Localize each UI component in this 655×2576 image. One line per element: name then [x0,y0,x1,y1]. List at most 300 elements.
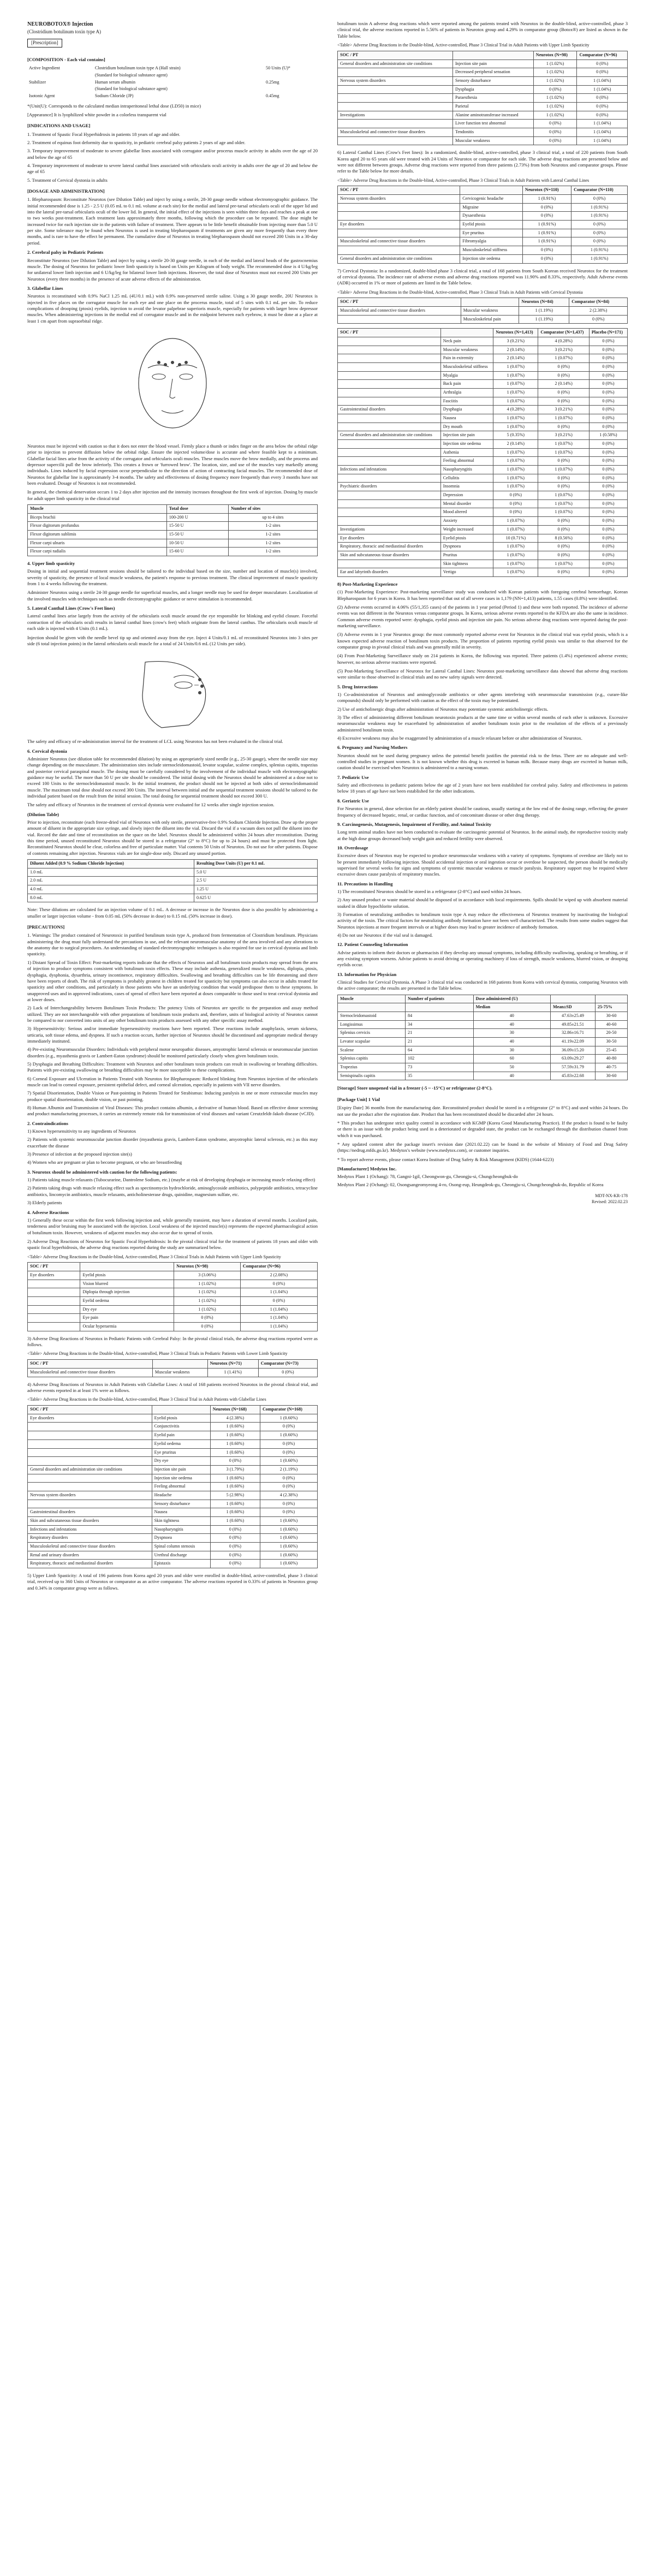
table-row [338,389,628,397]
patient-info-heading: 12. Patient Counseling Information [337,942,408,948]
table-cell: 0 (0%) [538,568,590,577]
table-row [338,560,628,568]
table-cell: 30-60 [595,1072,627,1080]
table-cell: 0 (0%) [260,1500,317,1508]
table-cell: 1 (0.07%) [538,466,590,474]
table-cell: 1 (1.04%) [240,1323,317,1331]
table-row [338,1038,628,1046]
table1-caption: <Table> Adverse Drug Reactions in the Double-blind, Active-controlled, Phase 3 Clinical Trials in Adult Patients with Upper Limb Spasticity [27,1254,281,1259]
table-cell: 1 (0.60%) [260,1414,317,1423]
table-row [28,1534,318,1543]
table6-caption: <Table> Adverse Drug Reactions in the Double-blind, Active-controlled, Phase 3 Clinical Trials in Adult Patients with Cervical Dystonia [337,289,583,295]
table-cell: Musculoskeletal and connective tissue disorders [28,1368,153,1377]
table-row [28,1414,318,1423]
table-row [28,1500,318,1508]
table-cell: 0 (0%) [260,1508,317,1517]
table-cell: Myalgia [440,371,493,380]
list-item: 1. Warnings: The product contained of Neurotoxic in purified botulinum toxin type A, produced from fermentation of Clostridium botulinum. Physicians administering the drug must fully understand the precautions in use, and the relevant neuromuscular anatomy of the area involved and any alterations to the anatomy due to surgical procedures. An understanding of standard electromyographic techniques is also required for use in cervical dystonia and limb spasticity. [27,932,318,957]
table-cell: 3 (0.21%) [538,406,590,414]
table-cell: 0 (0%) [571,237,628,246]
table-header-cell: 25-75% [595,1003,627,1012]
list-item: 2) Lack of Interchangeability between Botulinum Toxin Products: The potency Units of Neurotox are specific to the preparation and assay method utilized. They are not interchangeable with other preparations of botulinum toxin products and, therefore, units of biological activity of Neurotox cannot be compared to nor converted into units of any other botulinum toxin products assessed with any other specific assay method. [27,1005,318,1023]
table-cell: General disorders and administration site conditions [28,1465,152,1474]
table-row [338,483,628,491]
table-header-cell: Neurotox (N=71) [207,1360,258,1369]
table-cell: Musculoskeletal and connective tissue disorders [28,1542,152,1551]
table-cell: 1 (1.02%) [533,111,577,120]
table-row [338,102,628,111]
table-cell: 40-60 [595,1020,627,1029]
table-cell: 0 (0%) [589,354,627,363]
table-cell: 2 (2.38%) [569,307,628,316]
table-header-cell: SOC / PT [28,1360,153,1369]
list-item: 4) Excessive weakness may also be exaggerated by administration of a muscle relaxant before or after administration of Neurotox. [337,735,582,741]
table-cell: Parietal [452,102,533,111]
table-cell: Injection site pain [152,1465,210,1474]
table-cell: Insomnia [440,483,493,491]
table-cell: Injection site oedema [460,254,523,263]
table-cell: Scalene [338,1046,406,1055]
table-cell: Vision blurred [80,1280,174,1288]
table-cell: Eyelid oedema [152,1439,210,1448]
table-cell: 1 (0.91%) [571,254,628,263]
dosage-blepharospasm: 1. Blepharospasm: Reconstitute Neurotox (see Dilution Table) and inject by using a sterile, 28-30 gauge needle without electromyographic guidance. The initial recommended dose is 1.25 - 2.5 U (0.05 mL to 0.1 mL volume at each site) for the medial and lateral pre-tarsal orbicularis oculi of the upper lid and into the lateral pre-tarsal orbicularis oculi of the lower lid. In general, the initial effect of the injections is seen within three days and reaches a peak at one to two weeks post-treatment. Each treatment lasts approximately three months, following which the procedure can be repeated. The dose might be increased twice for each injection site in the patients with failure of treatment. There appears to be little benefit obtainable from injecting more than 5.0 U per site. Some tolerance may be found when Neurotox is used in treating blepharospasm if treatments are given any more frequently than every three months, and is rare to have the effect be permanent. The cumulative dose of Neurotox in treating blepharospasm should not exceed 200 Units in a 30-day period. [27,197,318,246]
table-cell: 0 (0%) [533,136,577,145]
table-cell: Flexor carpi radialis [28,548,167,556]
table-cell: 49.85±21.51 [551,1020,596,1029]
table-cell: 10 (0.71%) [493,534,538,543]
table-subheader-row [338,1003,628,1012]
composition-row [27,79,318,86]
table-row [338,254,628,263]
table-cell: 1 (0.07%) [493,423,538,431]
table-cell: Respiratory, thoracic and mediastinal disorders [28,1560,152,1568]
table-row [338,1063,628,1072]
table-cell [338,229,460,237]
table-cell: Mental disorder [440,499,493,508]
list-item: 4. Temporary improvement of moderate to severe lateral canthal lines associated with orbicularis oculi activity in adults over the age of 20 and below the age of 65 [27,163,318,175]
pregnancy-heading: 6. Pregnancy and Nursing Mothers [337,745,408,751]
table-cell: 1 (0.60%) [260,1551,317,1560]
adverse-para3: 3) Adverse Drug Reactions of Neurotox in Pediatric Patients with Cerebral Palsy: In the pivotal clinical trials, the adverse drug reactions reported were as follows. [27,1335,318,1348]
table-cell: 0 (0%) [210,1542,260,1551]
table-cell: 2 (2.08%) [240,1271,317,1280]
table-row [338,543,628,551]
table-cell: 0 (0%) [589,363,627,372]
table-cell: 1 (0.07%) [493,474,538,483]
table-cell: 10-50 U [166,539,228,548]
table-row [338,221,628,229]
table-cell: Paraesthesia [452,94,533,103]
table-cell: Spinal column stenosis [152,1542,210,1551]
table-cell: 1 (0.07%) [493,397,538,406]
manufacturer-block [337,1166,628,1188]
table-cell: 1 (0.07%) [493,483,538,491]
composition-row [27,65,318,72]
table-cell [338,94,453,103]
table-cell: 1 (0.07%) [493,448,538,457]
table-row [338,431,628,440]
table-header-cell: Resulting Dose Units (U) per 0.1 mL [194,860,318,868]
table-cell: 1 (0.91%) [522,229,571,237]
table-row [28,885,318,894]
adr-table-4 [337,51,628,145]
table-row [28,1457,318,1466]
table-cell: 0 (0%) [174,1314,241,1323]
table-cell: Sensory disturbance [152,1500,210,1508]
table-row [338,1072,628,1080]
table-cell: 0 (0%) [522,246,571,255]
notice-quality: * This product has undergone strict quality control in accordance with KGMP (Korea Good Manufacturing Practice). If the product is found to be faulty or there is an issue with the product being used in a deteriorated or degraded state, the product can be exchanged through the distribution channel from which it was purchased. [337,1120,628,1138]
table-cell: 0 (0%) [589,371,627,380]
table-row [28,1448,318,1457]
table-header-cell: Neurotox (N=84) [519,298,569,307]
table-row [338,85,628,94]
table-cell: 0 (0%) [538,457,590,466]
table-cell: Levator scapulae [338,1038,406,1046]
table-cell: 0 (0%) [589,457,627,466]
table-cell: 0 (0%) [589,406,627,414]
table-cell: Headache [152,1491,210,1500]
precautions-heading: [PRECAUTIONS] [27,924,65,930]
composition-name: Human serum albumin [94,79,136,85]
table-header-cell: Muscle [28,505,167,514]
table-cell: Anxiety [440,517,493,526]
table-header-cell: Neurotox (N=168) [210,1406,260,1414]
table-cell: Eye pruritus [460,229,523,237]
table-cell [338,448,441,457]
table-row [28,1280,318,1288]
dosage-cd-heading: 6. Cervical dystonia [27,748,67,754]
table-cell: Investigations [338,525,441,534]
table-cell: 4 (2.38%) [210,1414,260,1423]
table-cell: 1 (0.07%) [493,457,538,466]
table-cell: 0 (0%) [571,229,628,237]
composition-qty: 50 Units (U)* [266,66,290,71]
table-row [28,1560,318,1568]
table-cell: 0 (0%) [260,1474,317,1483]
table-cell [338,423,441,431]
table-row [28,1288,318,1297]
table-cell: 1 (1.04%) [240,1305,317,1314]
table-cell: 1 (1.02%) [174,1288,241,1297]
table-cell: 1 (1.02%) [533,68,577,77]
list-item: 1) The reconstituted Neurotox should be stored in a refrigerator (2-8°C) and used within 24 hours. [337,888,522,894]
table-cell: 0 (0%) [210,1534,260,1543]
table-cell: Flexor carpi ulnaris [28,539,167,548]
list-item: 3) Elderly patients [27,1200,62,1206]
table-cell: 0 (0%) [589,491,627,500]
adverse-heading: 4. Adverse Reactions [27,1209,69,1215]
table-header-cell: Placebo (N=171) [589,329,627,337]
table-row [28,1439,318,1448]
table-row [28,1314,318,1323]
table-cell: Semispinalis capitis [338,1072,406,1080]
table-cell: Weight increased [440,525,493,534]
table-cell [338,315,461,324]
table-cell: 1 (0.07%) [493,560,538,568]
table-cell [28,1439,152,1448]
table-cell [338,102,453,111]
table-row [338,315,628,324]
table-row [338,1046,628,1055]
composition-name: (Standard for biological substance agent) [94,72,168,78]
table-cell: Infections and infestations [338,466,441,474]
table-cell: 5.0 U [194,868,318,877]
table-row [338,1012,628,1021]
table-row [338,448,628,457]
table-cell: 1 (0.60%) [210,1431,260,1440]
table-row [338,1020,628,1029]
table-cell: Eyelid ptosis [152,1414,210,1423]
table-cell: Dyspnoea [440,543,493,551]
table-cell: 1 (0.91%) [571,246,628,255]
table-cell [338,414,441,423]
table-cell: 15-60 U [166,548,228,556]
table-row [28,1474,318,1483]
prescription-badge: [Prescription] [27,39,62,47]
table-header-cell: Neurotox (N=98) [533,51,577,60]
table-row [338,337,628,346]
table-cell: 1-2 sites [229,548,318,556]
composition-row [27,93,318,100]
table-cell [338,363,441,372]
table-cell: Eyelid ptosis [440,534,493,543]
table-cell: 0 (0%) [522,212,571,221]
composition-name: (Standard for biological substance agent) [94,86,168,92]
contraindications-heading: 2. Contraindications [27,1120,68,1126]
table-header-row [28,860,318,868]
table-cell: 0 (0%) [589,551,627,560]
composition-role [27,72,93,79]
list-item: 2) Any unused product or waste material should be disposed of in accordance with local requirements. Spills should be wiped up with absorbent material soaked in dilute hypochlorite solution. [337,897,628,909]
composition-qty [264,86,318,93]
table-cell: 1 (1.04%) [240,1288,317,1297]
face-illustration [121,329,224,438]
table-header-cell: Neurotox (N=98) [174,1263,241,1271]
table-header-row [28,1360,318,1369]
table-cell: Musculoskeletal pain [461,315,519,324]
table-cell: 15-50 U [166,522,228,531]
table-cell: 1 (0.07%) [538,508,590,517]
table-cell: Migraine [460,203,523,212]
table-header-cell [440,329,493,337]
table-row [28,1483,318,1491]
notice-updates: * Any updated content after the package insert's revision date (2021.02.22) can be found in the website of Ministry of Food and Drug Safety (https://nedrug.mfds.go.kr). Medytox's website (www.medytox.com), or customer inquiries. [337,1141,628,1153]
table-cell: 1 (0.07%) [493,517,538,526]
table-cell: Renal and urinary disorders [28,1551,152,1560]
table-cell: 0 (0%) [493,491,538,500]
list-item: 1. Treatment of Spastic Focal Hyperhidrosis in patients 18 years of age and older. [27,131,180,137]
table-row [338,203,628,212]
appearance-text: [Appearance] It is lyophilized white powder in a colorless transparent vial [27,111,166,117]
table-cell: Nasopharyngitis [440,466,493,474]
table-cell: 40 [473,1038,550,1046]
table-row [338,457,628,466]
table-row [338,307,628,316]
table-cell: Eyelid ptosis [460,221,523,229]
table-row [338,440,628,449]
table-cell: 3 (0.21%) [538,431,590,440]
table4-caption: <Table> Adverse Drug Reactions in the Double-blind, Active-controlled, Phase 3 Clinical Trial in Adult Patients with Upper Limb Spasticity [337,43,590,48]
pms-para5: (5) Post-Marketing Surveillance of Neurotox for Lateral Canthal Lines: Neurotox post-marketing surveillance data showed that adverse drug reactions were similar to those observed in clinical trials and no new safety signals were detected. [337,668,628,680]
table-cell: 0 (0%) [538,517,590,526]
table-cell: 1 (1.04%) [577,120,628,128]
right-column [337,21,628,2554]
list-item: 4) Do not use Neurotox if the vial seal is damaged. [337,932,433,938]
overdose-text: Excessive doses of Neurotox may be expected to produce neuromuscular weakness with a variety of symptoms. Symptoms of overdose are likely not to be present immediately following injection. Should accidental injection or oral ingestion occur or overdose be suspected, the person should be medically supervised for several weeks for signs and symptoms of systemic muscular weakness or muscle paralysis. Respiratory support may be required where excessive doses cause paralysis of respiratory muscles. [337,853,628,877]
table-row [338,508,628,517]
table-cell [338,120,453,128]
table-header-cell: Neurotox (N=110) [522,186,571,195]
composition-role: Active Ingredient [29,66,60,71]
table-cell: 1 (1.04%) [577,85,628,94]
table-cell: Biceps brachii [28,513,167,522]
table-cell: 0 (0%) [589,423,627,431]
dosage-ul-heading: 4. Upper limb spasticity [27,561,75,567]
table-cell: 25-45 [595,1046,627,1055]
table-cell: 57.59±31.79 [551,1063,596,1072]
table-cell: 0 (0%) [260,1483,317,1491]
right-para3: 7) Cervical Dystonia: In a randomized, double-blind phase 3 clinical trial, a total of 168 patients from South Korean received Neurotox for the treatment of cervical dystonia. The incidence rate of adverse events and adverse drug reactions reported was 11.90% and 8.33%, respectively. Adult Adverse events (ADR) occurred in 1% or more of patients are listed in the Table below. [337,267,628,286]
table-cell [338,68,453,77]
table-cell: 1 (0.07%) [493,568,538,577]
table-row [338,68,628,77]
table-row [338,128,628,136]
patient-info-text: Advise patients to inform their doctors or pharmacists if they develop any unusual symptoms, including difficulty swallowing, speaking or breathing, or if any existing symptom worsens. Advise patients to avoid driving or operating machinery if loss of strength, muscle weakness, blurred vision, or drooping eyelids occur. [337,949,628,968]
dosage-heading: [DOSAGE AND ADMINISTRATION] [27,188,105,194]
table-cell [338,491,441,500]
table-cell [338,440,441,449]
table-header-cell: SOC / PT [28,1406,152,1414]
table-cell: Nausea [152,1508,210,1517]
table-cell: 0 (0%) [589,466,627,474]
list-item: 1) Known hypersensitivity to any ingredients of Neurotox [27,1128,136,1134]
table-cell: General disorders and administration site conditions [338,254,460,263]
table-cell: 64 [406,1046,474,1055]
table-cell [338,346,441,354]
table-cell: 0 (0%) [533,85,577,94]
list-item: 1) Distant Spread of Toxin Effect: Post-marketing reports indicate that the effects of Neurotox and all botulinum toxin products may spread from the area of injection to produce symptoms consistent with botulinum toxin effects. These may include asthenia, generalized muscle weakness, diplopia, ptosis, dysphagia, dysphonia, dysarthria, urinary incontinence, respiratory difficulties. Swallowing and breathing difficulties can be life threatening and there have been reports of death. The risk of symptoms is probably greatest in children treated for spasticity but symptoms can also occur in adults treated for spasticity and other conditions, and particularly in those patients who have an underlying condition that would predispose them to these symptoms. In unapproved uses and in approved indications, cases of spread of effect have been reported at doses comparable to those used to treat cervical dystonia and at lower doses. [27,959,318,1002]
table-cell: 0 (0%) [589,568,627,577]
table-header-cell [152,1360,207,1369]
table-cell: Asthenia [440,448,493,457]
table-cell: 0 (0%) [538,474,590,483]
table-row [338,371,628,380]
table-cell: 0 (0%) [240,1297,317,1306]
carcinogenesis-heading: 9. Carcinogenesis, Mutagenesis, Impairment of Fertility, and Animal Toxicity [337,821,491,827]
notice-adverse: * To report adverse events, please contact Korea Institute of Drug Safety & Risk Management (KIDS) (1644-6223) [337,1156,554,1162]
dilution-heading: (Dilution Table) [27,811,59,817]
table-header-cell [406,1003,474,1012]
table-cell: Musculoskeletal stiffness [460,246,523,255]
right-para1: botulinum toxin A adverse drug reactions which were reported among the patients treated with Neurotox in the double-blind, active-controlled, phase 3 clinical trial, the adverse reactions reported in 5.56% of patients in Neurotox group and 4.29% in comparator group (Botox®) are listed as shown in the Table below. [337,21,628,39]
table-row [338,237,628,246]
table-cell: Injection site pain [452,60,533,68]
table-cell: 0 (0%) [210,1551,260,1560]
table-cell: 1 (0.60%) [210,1474,260,1483]
table-cell: 0 (0%) [577,68,628,77]
table-cell [28,1280,80,1288]
table-row [338,120,628,128]
table-cell [338,508,441,517]
pms-heading: 8) Post-Marketing Experience [337,581,398,587]
table-row [338,466,628,474]
table-cell: 0 (0%) [589,397,627,406]
table-cell: Fibromyalgia [460,237,523,246]
table-row [28,548,318,556]
table-header-row [338,329,628,337]
table-cell: 30 [473,1046,550,1055]
table-cell: Nervous system disorders [338,76,453,85]
adr-table-7 [337,328,628,576]
table-row [28,1368,318,1377]
table-header-cell: SOC / PT [338,51,453,60]
table-cell: 0 (0%) [577,60,628,68]
table-cell: Respiratory disorders [28,1534,152,1543]
table-cell: 1 (1.02%) [533,60,577,68]
table-cell: 40-80 [595,1055,627,1063]
table-cell: 2 (0.14%) [493,354,538,363]
table-cell: 32.86±16.71 [551,1029,596,1038]
table-cell: 1 (0.07%) [538,448,590,457]
table-header-cell [460,186,523,195]
table-cell: 1 (0.60%) [210,1423,260,1431]
composition-row [27,72,318,79]
table-cell: 5 (0.35%) [493,431,538,440]
table-cell: 0 (0%) [538,363,590,372]
table-cell: Tendonitis [452,128,533,136]
table-cell: 1.0 mL [28,868,194,877]
table-cell [338,474,441,483]
table-cell: 1 (1.19%) [519,307,569,316]
list-item: 2) Patients with systemic neuromuscular junction disorder (myasthenia gravis, Lambert-Eaton syndrome, amyotrophic lateral sclerosis, etc.) as this may exacerbate the disease [27,1137,318,1149]
table-cell: Injection site oedema [440,440,493,449]
table-header-cell [338,1003,406,1012]
table-cell: Sensory disturbance [452,76,533,85]
table-cell: 0 (0%) [589,508,627,517]
table-cell: Sternocleidomastoid [338,1012,406,1021]
table-row [338,474,628,483]
dosage-glabellar-caution: Neurotox must be injected with caution so that it does not enter the blood vessel. Firmly place a thumb or index finger on the area below the orbital ridge prior to injection to prevent diffusion below the orbital ridge. Ensure the injected volume/dose is accurate and where feasible kept to a minimum. Glabellar facial lines arise from the activity of the corrugator and orbicularis oculi muscles. These muscles move the brow medially, and the procerus and depressor supercilii pull the brow inferiorly. This creates a frown or 'furrowed brow'. The location, size, and use of the muscles vary markedly among individuals. Lines induced by facial expression occur perpendicular to the direction of action of contracting facial muscles. The recommended dose of Neurotox for glabellar line is approximately 3-4 months. The safety and effectiveness of dosing frequency more frequently than every 3 months have not been evaluated. Dosage of Neurotox is not recommended. [27,443,318,486]
table-row [338,568,628,577]
dosage-cp-text: Reconstitute Neurotox (see Dilution Table) and inject by using a sterile 20-30 gauge needle, in each of the medial and lateral heads of the gastrocnemius muscle. The dosing of Neurotox for pediatric lower limb spasticity is based on Units per Kilogram of body weight. The recommended dose is 4 U/kg/leg for unilateral lower limb injection and 6 U/kg/leg for bilateral lower limb injections. However, the total dose of Neurotox must not exceed 200 Units per Neurotox (every three months) in the presence of acute adverse effects of the administration. [27,257,318,282]
table-header-cell [461,298,519,307]
table-cell: 1 (0.60%) [210,1508,260,1517]
table-cell: 1 (0.07%) [493,389,538,397]
table-row [28,868,318,877]
table-cell: 2.5 U [194,877,318,885]
table-cell: 0 (0%) [538,371,590,380]
table-cell: 1 (1.02%) [174,1305,241,1314]
table-row [338,414,628,423]
table-cell: Eye disorders [338,221,460,229]
composition-qty [264,72,318,79]
table-cell: 1 (0.60%) [260,1516,317,1525]
table-cell: 1 (1.19%) [519,315,569,324]
table-cell [338,499,441,508]
interactions-list [337,692,628,741]
left-column [27,21,318,2554]
table-row [28,1491,318,1500]
table-cell: Musculoskeletal stiffness [440,363,493,372]
table-cell: 1 (0.58%) [589,431,627,440]
table-header-cell: Comparator (N=96) [577,51,628,60]
table-cell: 0 (0%) [538,543,590,551]
table-cell: 41.19±22.09 [551,1038,596,1046]
table-cell: Urethral discharge [152,1551,210,1560]
table-cell: 1 (0.07%) [493,380,538,389]
